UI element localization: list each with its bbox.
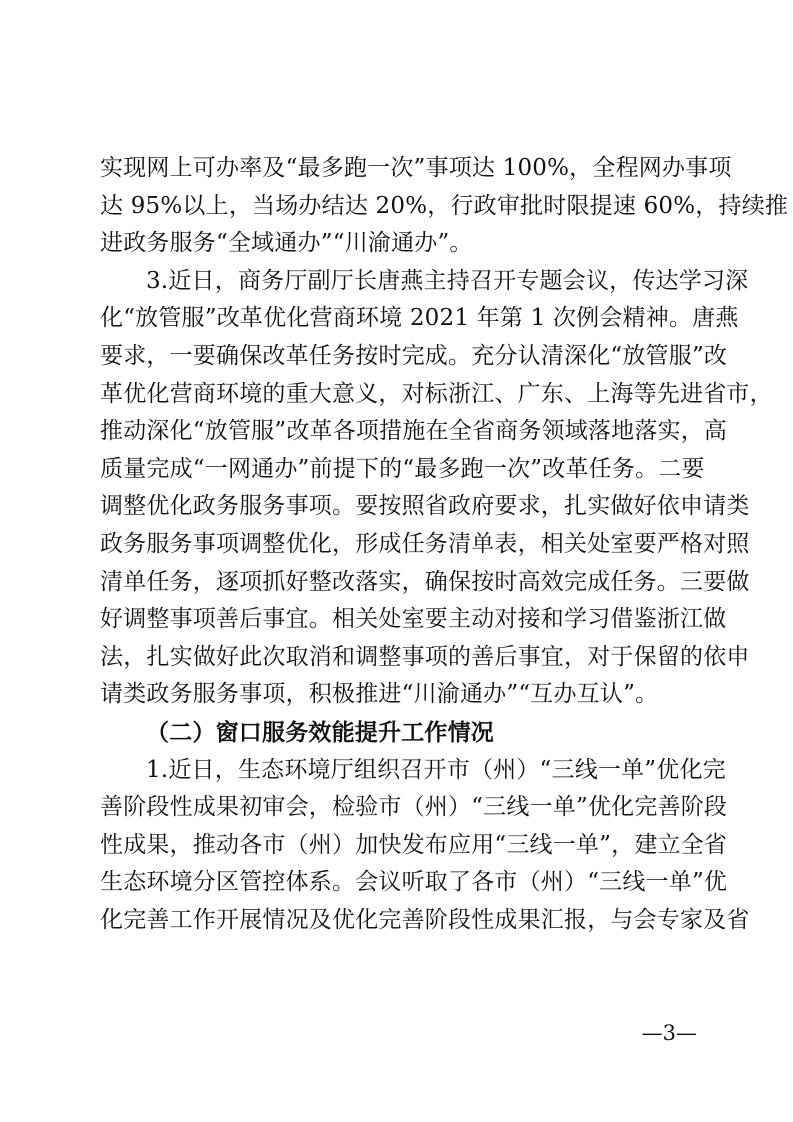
text-line: 实现网上可办率及“最多跑一次”事项达 100%，全程网办事项	[100, 155, 732, 181]
body-text	[100, 150, 789, 939]
text-line: 要求，一要确保改革任务按时完成。充分认清深化“放管服”改	[100, 342, 728, 369]
text-line: 政务服务事项调整优化，形成任务清单表，相关处室要严格对照	[100, 530, 750, 557]
section-heading: （二）窗口服务效能提升工作情况	[146, 718, 494, 746]
text-line: 法，扎实做好此次取消和调整事项的善后事宜，对于保留的依申	[100, 643, 750, 670]
text-line: 达 95%以上，当场办结达 20%，行政审批时限提速 60%，持续推	[100, 192, 789, 219]
text-line: 质量完成“一网通办”前提下的“最多跑一次”改革任务。二要	[100, 455, 705, 482]
text-line: 革优化营商环境的重大意义，对标浙江、广东、上海等先进省市，	[100, 380, 773, 407]
text-line: 推动深化“放管服”改革各项措施在全省商务领域落地落实，高	[100, 418, 728, 445]
text-line: 调整优化政务服务事项。要按照省政府要求，扎实做好依申请类	[100, 493, 750, 520]
text-line: 清单任务，逐项抓好整改落实，确保按时高效完成任务。三要做	[100, 568, 750, 595]
text-line: 1.近日，生态环境厅组织召开市（州）“三线一单”优化完	[146, 756, 726, 783]
text-line: 好调整事项善后事宜。相关处室要主动对接和学习借鉴浙江做	[100, 606, 727, 633]
text-line: 生态环境分区管控体系。会议听取了各市（州）“三线一单”优	[100, 869, 728, 896]
text-line: 化完善工作开展情况及优化完善阶段性成果汇报，与会专家及省	[100, 906, 750, 933]
text-line: 化“放管服”改革优化营商环境 2021 年第 1 次例会精神。唐燕	[100, 305, 739, 332]
page-number: —3—	[641, 1021, 697, 1045]
text-line: 3.近日，商务厅副厅长唐燕主持召开专题会议，传达学习深	[146, 267, 749, 294]
text-line: 性成果，推动各市（州）加快发布应用“三线一单”，建立全省	[100, 831, 728, 858]
text-line: 善阶段性成果初审会，检验市（州）“三线一单”优化完善阶段	[100, 794, 728, 821]
text-line: 请类政务服务事项，积极推进“川渝通办”“互办互认”。	[100, 681, 659, 708]
text-line: 进政务服务“全域通办”“川渝通办”。	[100, 230, 473, 257]
